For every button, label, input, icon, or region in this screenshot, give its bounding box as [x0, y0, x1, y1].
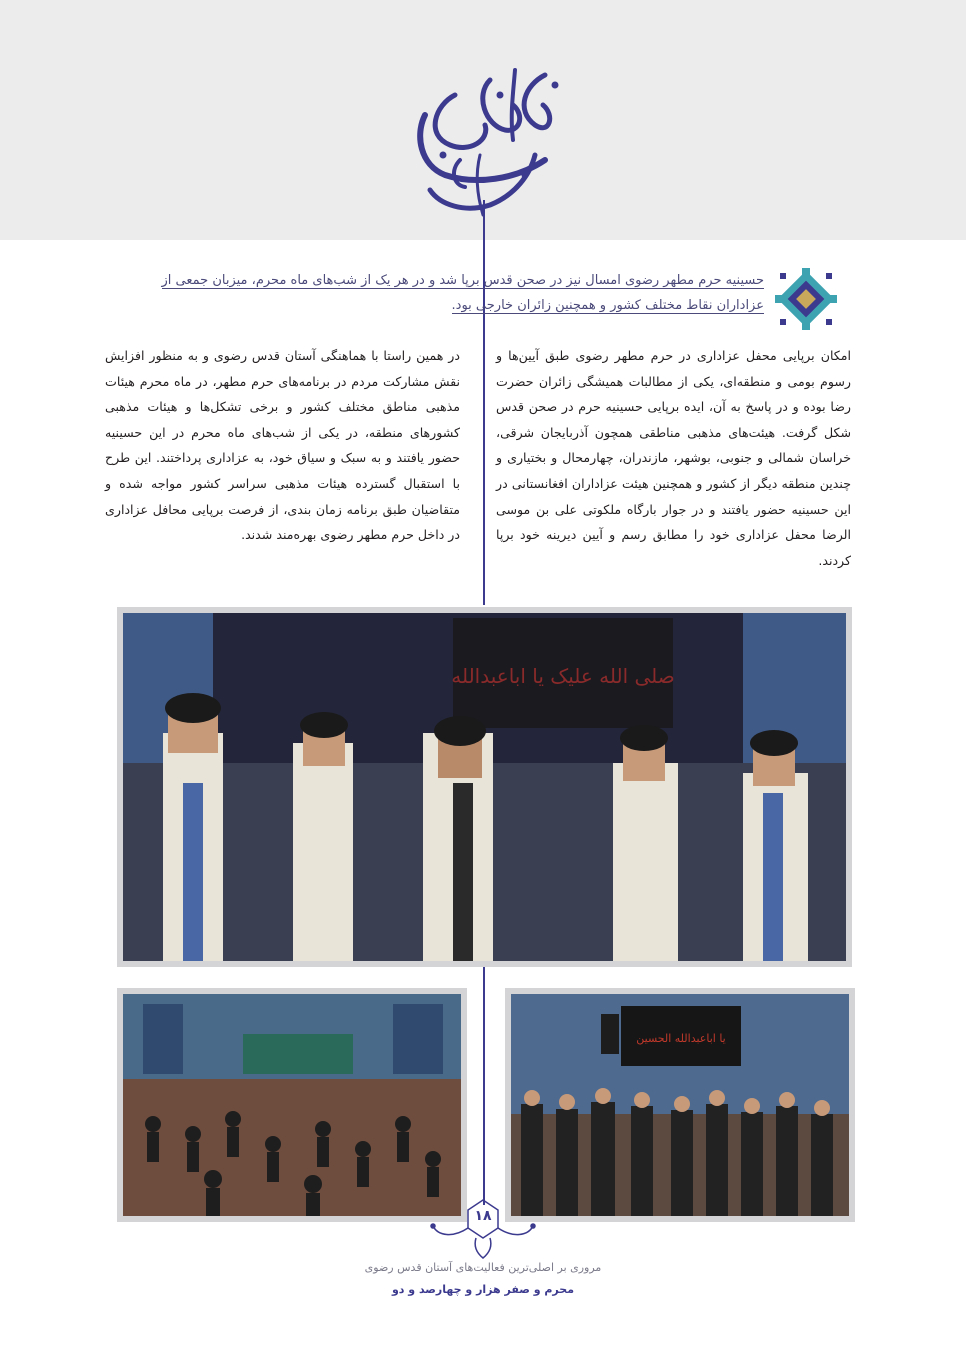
- intro-paragraph: [154, 268, 764, 318]
- footer-date: محرم و صفر هزار و چهارصد و دو: [391, 1283, 575, 1296]
- main-photo-banner: صلی الله علیک یا اباعبدالله: [451, 664, 675, 688]
- page-number: ۱۸: [474, 1208, 492, 1224]
- photo-bl-graphic: [123, 994, 461, 1216]
- center-divider-top: [483, 200, 485, 605]
- calligraphy-logo: [395, 55, 575, 220]
- calligraphy-logo-graphic: [395, 55, 575, 220]
- footer-subtitle: مروری بر اصلی‌ترین فعالیت‌های آستان قدس رضوی: [364, 1261, 602, 1274]
- intro-line-1: حسینیه حرم مطهر رضوی امسال نیز در صحن قدس برپا شد و در هر یک از شب‌های ماه محرم، میزبان جمعی از: [161, 273, 764, 288]
- intro-line-2: عزاداران نقاط مختلف کشور و همچنین زائران خارجی بود.: [451, 298, 764, 313]
- tile-ornament-graphic: [775, 268, 837, 330]
- center-divider-bottom: [483, 965, 485, 1205]
- photo-mourners-main: [117, 607, 852, 967]
- right-photo-banner: یا اباعبدالله الحسین: [636, 1032, 726, 1045]
- photo-courtyard-crowd: [117, 988, 467, 1222]
- photo-main-graphic: [123, 613, 846, 961]
- ornament-icon: [775, 268, 837, 330]
- body-column-right: امکان برپایی محفل عزاداری در حرم مطهر رضوی طبق آیین‌ها و رسوم بومی و منطقه‌ای، یکی از مطالبات همیشگی زائران حضرت رضا بوده و در پاسخ به آن، ایده برپایی حسینیه حرم در صحن قدس شکل گرفت. هیئت‌های مذهبی مناطقی همچون آذربایجان شرقی، خراسان شمالی و جنوبی، بوشهر، مازندران، چهارمحال و بختیاری و چندین منطقه دیگر از کشور و همچنین هیئت عزاداران افغانستانی در این حسینیه حضور یافتند و در جوار بارگاه ملکوتی علی بن موسی الرضا محفل عزاداری خود را مطابق رسم و آیین دیرینه خود برپا کردند.: [496, 348, 851, 568]
- photo-br-graphic: [511, 994, 849, 1216]
- body-column-left: در همین راستا با هماهنگی آستان قدس رضوی و به منظور افزایش نقش مشارکت مردم در برنامه‌های حرم مطهر، در ماه محرم هیئات مذهبی مناطق مختلف کشور و برخی تشکل‌ها و هیئات مذهبی کشورهای منطقه، در یکی از شب‌های ماه محرم در این حسینیه حضور یافتند و به سبک و سیاق خود، به عزاداری پرداختند. این طرح با استقبال گسترده هیئات مذهبی سراسر کشور مواجه شده و متقاضیان طبق برنامه زمان بندی، از فرصت برپایی محافل عزاداری در داخل حرم مطهر رضوی بهره‌مند شدند.: [105, 348, 460, 543]
- photo-mourners-banner: [505, 988, 855, 1222]
